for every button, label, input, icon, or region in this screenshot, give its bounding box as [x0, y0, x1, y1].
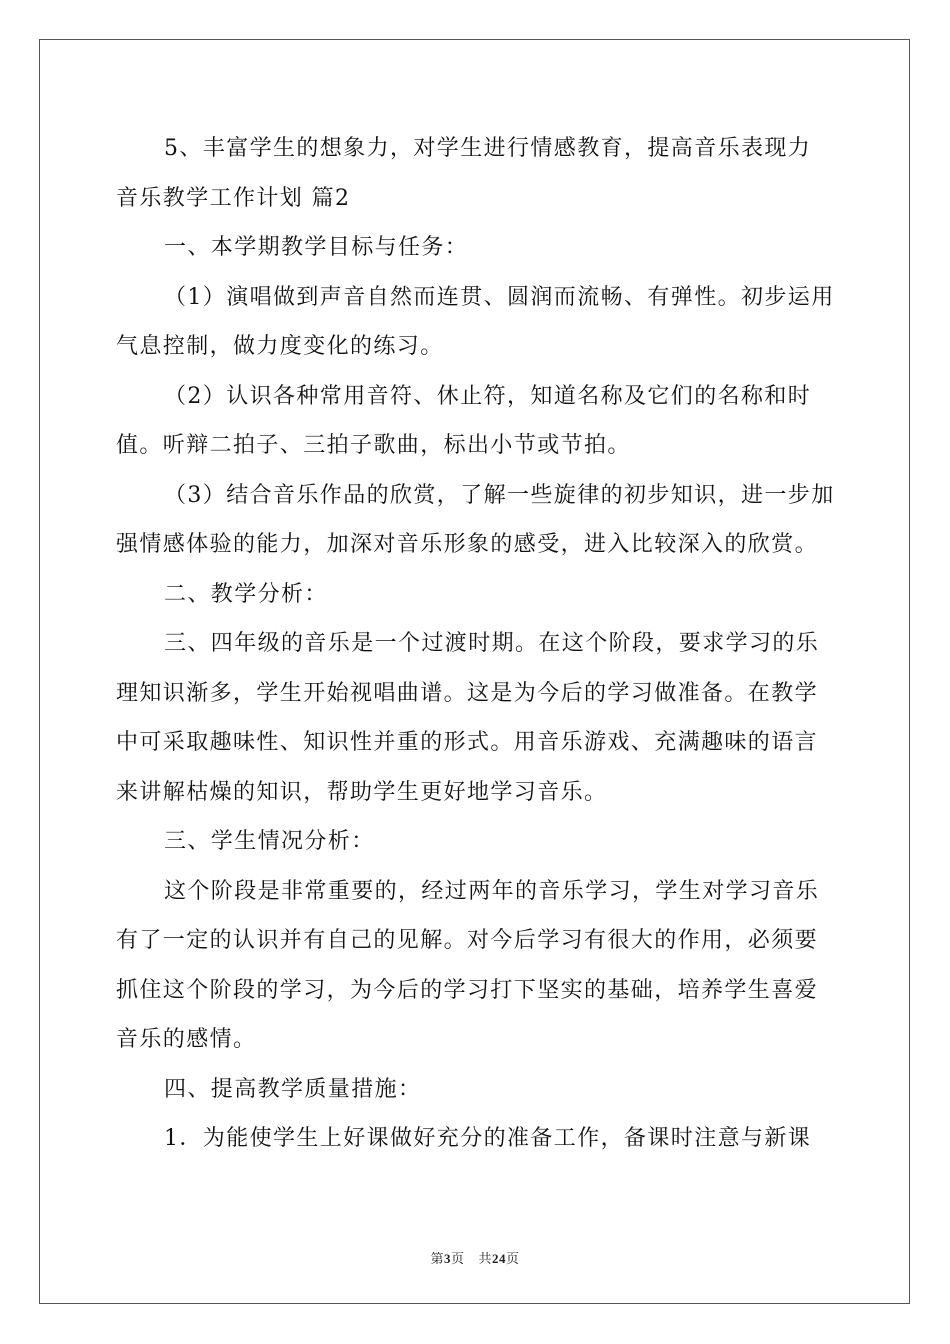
heading-quality-measures: 四、提高教学质量措施： — [164, 1076, 422, 1102]
paragraph-objective-2: （2）认识各种常用音符、休止符，知道名称及它们的名称和时值。听辩二拍子、三拍子歌曲，标出小节或节拍。 — [116, 383, 812, 458]
footer-total-suffix: 页 — [506, 1251, 520, 1266]
page-footer — [0, 1248, 950, 1267]
heading-teaching-analysis: 二、教学分析： — [164, 581, 328, 607]
paragraph-objective-3: （3）结合音乐作品的欣赏，了解一些旋律的初步知识，进一步加强情感体验的能力，加深对音乐形象的感受，进入比较深入的欣赏。 — [116, 482, 835, 557]
paragraph-objective-1: （1）演唱做到声音自然而连贯、圆润而流畅、有弹性。初步运用气息控制，做力度变化的练习。 — [116, 284, 835, 359]
paragraph-student-analysis: 这个阶段是非常重要的，经过两年的音乐学习，学生对学习音乐有了一定的认识并有自己的见解。对今后学习有很大的作用，必须要抓住这个阶段的学习，为今后的学习打下坚实的基础，培养学生喜爱音乐的感情。 — [116, 878, 820, 1052]
heading-student-analysis: 三、学生情况分析： — [164, 829, 375, 854]
footer-total-prefix: 共 — [478, 1251, 493, 1266]
footer-page-number: 3 — [443, 1251, 451, 1266]
paragraph-measure-1: 1．为能使学生上好课做好充分的准备工作，备课时注意与新课 — [164, 1126, 812, 1151]
section-heading: 音乐教学工作计划 篇2 — [116, 185, 351, 211]
heading-objectives: 一、本学期教学目标与任务： — [164, 235, 469, 260]
footer-total-number: 24 — [492, 1251, 507, 1266]
paragraph-teaching-analysis: 三、四年级的音乐是一个过渡时期。在这个阶段，要求学习的乐理知识渐多，学生开始视唱曲谱。这是为今后的学习做准备。在教学中可采取趣味性、知识性并重的形式。用音乐游戏、充满趣味的语言来讲解枯燥的知识，帮助学生更好地学习音乐。 — [116, 631, 820, 805]
footer-page-suffix: 页 — [450, 1251, 465, 1266]
footer-page-prefix: 第 — [430, 1251, 444, 1266]
paragraph-goal-5: 5、丰富学生的想象力，对学生进行情感教育，提高音乐表现力 — [164, 136, 812, 161]
document-body — [116, 124, 836, 1164]
